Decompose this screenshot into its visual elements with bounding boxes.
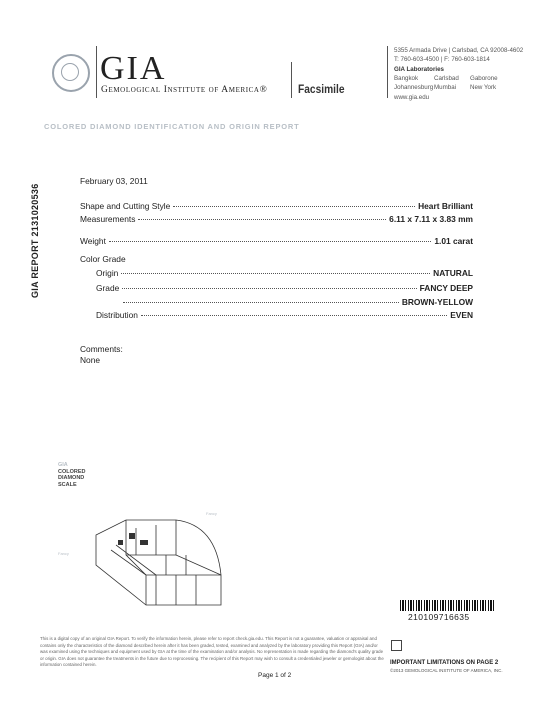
address-line2: T: 760-603-4500 | F: 760-603-1814 [394,56,490,63]
labs-col3 [470,75,498,93]
measurements-value: 6.11 x 7.11 x 3.83 mm [389,214,473,224]
lab-city: Gaborone [470,75,498,82]
lab-city: Johannesburg [394,83,434,91]
scale-heading-line: DIAMOND [58,475,85,482]
lab-city: Carlsbad [434,75,459,82]
page-number: Page 1 of 2 [258,672,292,679]
shape-label: Shape and Cutting Style [80,201,171,211]
measurements-row [80,214,473,224]
copyright: ©2013 GEMOLOGICAL INSTITUTE OF AMERICA, INC. [390,668,503,673]
distribution-row [96,310,473,320]
weight-value: 1.01 carat [434,236,473,246]
gia-seal-icon [52,54,90,92]
comments-label: Comments: [80,344,123,354]
scale-heading-line: GIA [58,462,68,468]
origin-row [96,268,473,278]
weight-row [80,236,473,246]
leader-dots [122,288,416,289]
leader-dots [123,302,399,303]
leader-dots [121,273,430,274]
barcode [400,600,495,611]
color-grade-label: Color Grade [80,254,126,264]
scale-heading-line: SCALE [58,481,77,488]
measurements-label: Measurements [80,214,136,224]
header-divider [96,46,97,98]
gia-logo: GIA [100,50,167,87]
grade-row [96,283,473,293]
comments-value: None [80,355,101,365]
grade-label: Grade [96,283,120,293]
leader-dots [109,241,431,242]
origin-label: Origin [96,268,119,278]
address-line1: 5355 Armada Drive | Carlsbad, CA 92008-4602 [394,47,524,54]
origin-value: NATURAL [433,268,473,278]
lab-city: Mumbai [434,83,457,91]
leader-dots [138,219,386,220]
address-divider [387,46,388,98]
labs-col2 [434,75,459,93]
labs-col1 [394,75,433,93]
disclaimer-text: This is a digital copy of an original GIA Report. To verify the information herein, please refer to report check.gia.edu. This Report is not a guarantee, valuation or appraisal and contains only the characteristics of the diamond described herein after it has been graded, tested, examined and analyzed by the laboratory providing this Report (GIA) and/or was examined using the techniques and equipment used by GIA at the time of the examination and/or analysis. No representation is made regarding the diamond's quality grade or origin. GIA does not guarantee the treatments in the future due to reprocessing. The recipient of this Report may wish to consult a credentialed jeweler or gemologist about the information contained herein. [40,636,384,668]
limitations-notice: IMPORTANT LIMITATIONS ON PAGE 2 [390,660,499,666]
labs-heading: GIA Laboratories [394,66,444,73]
shape-value: Heart Brilliant [418,201,473,211]
scale-annotation: Fancy [206,511,217,516]
report-title: COLORED DIAMOND IDENTIFICATION AND ORIGIN REPORT [44,122,300,131]
scale-annotation: Fancy [58,551,69,556]
facsimile-label: Facsimile [298,82,345,96]
facsimile-divider [291,62,292,98]
grade-row-continued [120,297,473,307]
lab-city: Bangkok [394,75,419,82]
grade-value: FANCY DEEP [419,283,473,293]
weight-label: Weight [80,236,106,246]
barcode-number: 210109716635 [408,612,470,622]
distribution-label: Distribution [96,310,138,320]
gia-subtitle: Gemological Institute of America® [101,85,268,95]
grade-value-continued: BROWN-YELLOW [401,297,473,307]
lab-city: New York [470,83,497,91]
lock-icon [391,640,402,651]
distribution-value: EVEN [450,310,473,320]
leader-dots [141,315,447,316]
leader-dots [173,206,415,207]
shape-row [80,201,473,211]
color-scale-diagram [56,495,236,625]
scale-heading-line: COLORED [58,468,86,475]
report-number: GIA REPORT 2131020536 [30,183,40,298]
scale-heading [58,462,86,488]
website: www.gia.edu [394,94,430,101]
report-date: February 03, 2011 [80,176,148,186]
